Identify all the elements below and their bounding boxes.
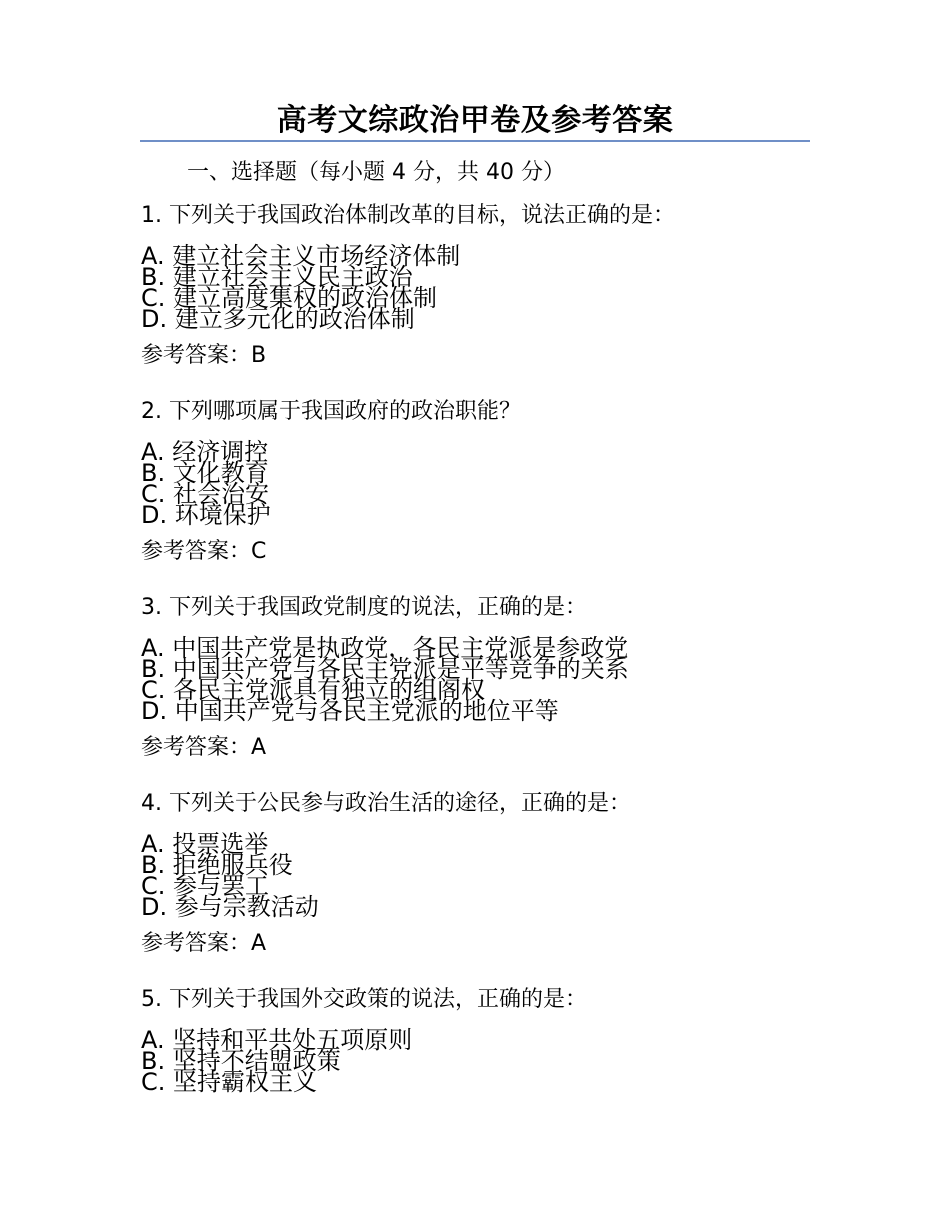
option-b: B. 坚持不结盟政策	[141, 1047, 341, 1075]
option-c: C. 各民主党派具有独立的组阁权	[141, 676, 486, 704]
question-list	[141, 200, 841, 1180]
question-text: 3. 下列关于我国政党制度的说法，正确的是：	[141, 595, 587, 620]
option-a: A. 坚持和平共处五项原则	[141, 1026, 413, 1054]
option-list	[141, 634, 841, 725]
option-b: B. 文化教育	[141, 459, 269, 487]
question-2	[141, 396, 841, 592]
answer-prefix: 参考答案：	[141, 735, 252, 760]
question-text: 4. 下列关于公民参与政治生活的途径，正确的是：	[141, 791, 631, 816]
option-list	[141, 1026, 841, 1116]
option-d: D. 中国共产党与各民主党派的地位平等	[141, 697, 559, 725]
option-d: D. 参与宗教活动	[141, 893, 319, 921]
answer-value: A	[251, 931, 267, 956]
option-list	[141, 438, 841, 529]
answer-line	[141, 732, 841, 764]
option-a: A. 投票选举	[141, 830, 269, 858]
option-d: D. 环境保护	[141, 501, 271, 529]
question-5	[141, 984, 841, 1180]
option-c: C. 坚持霸权主义	[141, 1068, 318, 1096]
answer-line	[141, 928, 841, 960]
answer-value: C	[251, 539, 267, 564]
option-b: B. 中国共产党与各民主党派是平等竞争的关系	[141, 655, 629, 683]
option-a: A. 经济调控	[141, 438, 269, 466]
option-c: C. 社会治安	[141, 480, 270, 508]
answer-line	[141, 536, 841, 568]
question-text: 5. 下列关于我国外交政策的说法，正确的是：	[141, 987, 587, 1012]
option-d: D. 建立多元化的政治体制	[141, 305, 415, 333]
answer-prefix: 参考答案：	[141, 539, 252, 564]
answer-prefix: 参考答案：	[141, 931, 252, 956]
question-4	[141, 788, 841, 984]
option-b: B. 建立社会主义民主政治	[141, 263, 413, 291]
answer-line	[141, 340, 841, 372]
answer-prefix: 参考答案：	[141, 343, 252, 368]
question-text: 1. 下列关于我国政治体制改革的目标，说法正确的是：	[141, 203, 675, 228]
option-a: A. 建立社会主义市场经济体制	[141, 242, 461, 270]
section-heading: 一、选择题（每小题 4 分，共 40 分）	[187, 160, 565, 185]
question-text: 2. 下列哪项属于我国政府的政治职能？	[141, 399, 521, 424]
option-a: A. 中国共产党是执政党，各民主党派是参政党	[141, 634, 629, 662]
answer-value: B	[251, 343, 267, 368]
option-list	[141, 242, 841, 333]
option-c: C. 建立高度集权的政治体制	[141, 284, 438, 312]
option-c: C. 参与罢工	[141, 872, 270, 900]
option-b: B. 拒绝服兵役	[141, 851, 293, 879]
question-3	[141, 592, 841, 788]
document-title: 高考文综政治甲卷及参考答案	[140, 102, 810, 142]
question-1	[141, 200, 841, 396]
option-list	[141, 830, 841, 921]
answer-value: A	[251, 735, 267, 760]
